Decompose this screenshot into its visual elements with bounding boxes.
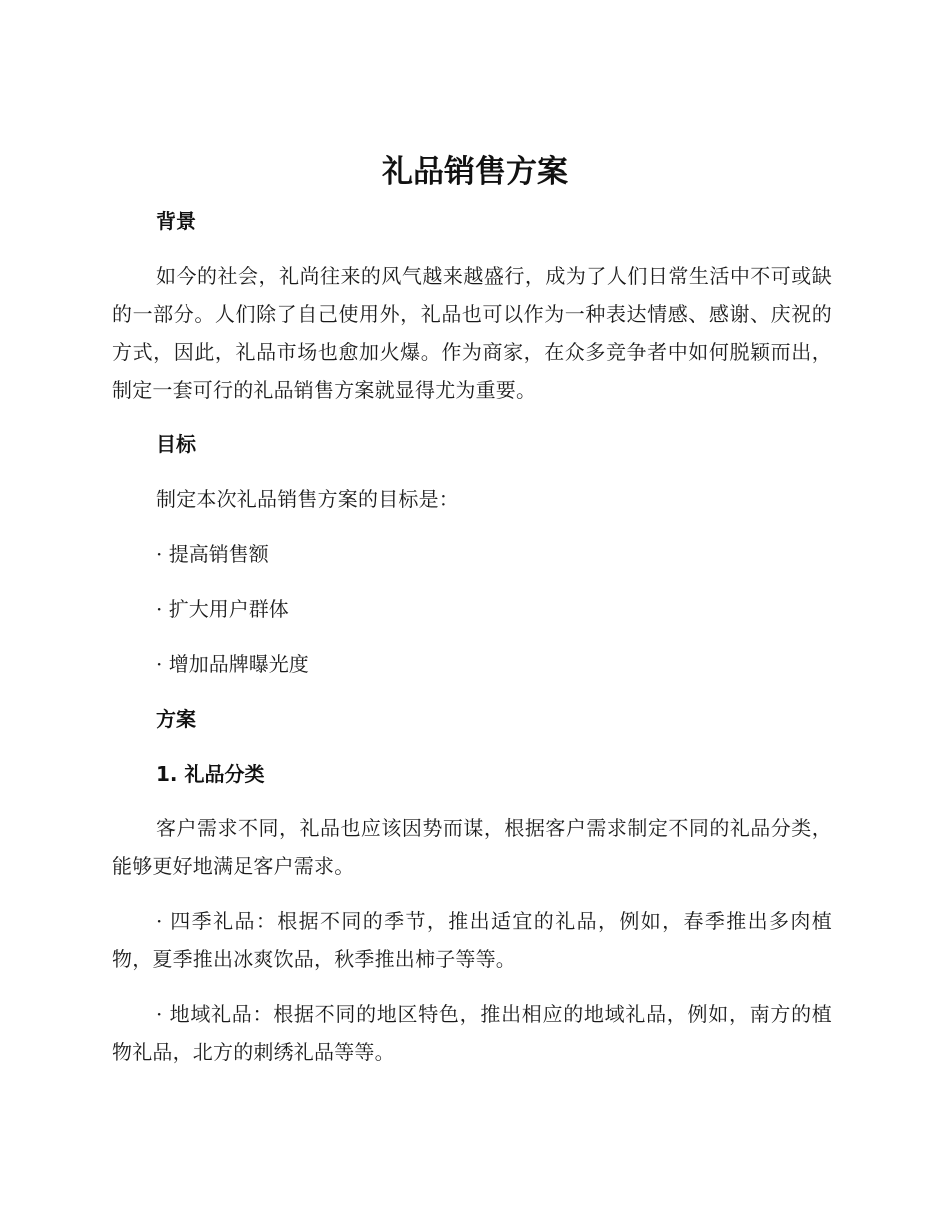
seasonal-gifts-paragraph: · 四季礼品：根据不同的季节，推出适宜的礼品，例如，春季推出多肉植物，夏季推出冰爽饮品，秋季推出柿子等等。 — [112, 909, 832, 971]
background-paragraph: 如今的社会，礼尚往来的风气越来越盛行，成为了人们日常生活中不可或缺的一部分。人们除了自己使用外，礼品也可以作为一种表达情感、感谢、庆祝的方式，因此，礼品市场也愈加火爆。作为商家，在众多竞争者中如何脱颖而出，制定一套可行的礼品销售方案就显得尤为重要。 — [112, 264, 832, 402]
section-heading-plan: 方案 — [156, 707, 196, 731]
subsection-heading-gift-categories: 1. 礼品分类 — [156, 762, 265, 786]
document-body — [112, 203, 832, 1071]
section-heading-background: 背景 — [156, 209, 196, 233]
goal-list-item: · 扩大用户群体 — [156, 597, 289, 621]
goal-list-item: · 提高销售额 — [156, 542, 269, 566]
goals-intro-paragraph: 制定本次礼品销售方案的目标是： — [156, 487, 459, 511]
gift-categories-paragraph: 客户需求不同，礼品也应该因势而谋，根据客户需求制定不同的礼品分类，能够更好地满足客户需求。 — [112, 816, 832, 878]
section-heading-goals: 目标 — [156, 432, 196, 456]
document-title: 礼品销售方案 — [382, 154, 568, 190]
regional-gifts-paragraph: · 地域礼品：根据不同的地区特色，推出相应的地域礼品，例如，南方的植物礼品，北方的刺绣礼品等等。 — [112, 1002, 832, 1064]
goal-list-item: · 增加品牌曝光度 — [156, 652, 309, 676]
